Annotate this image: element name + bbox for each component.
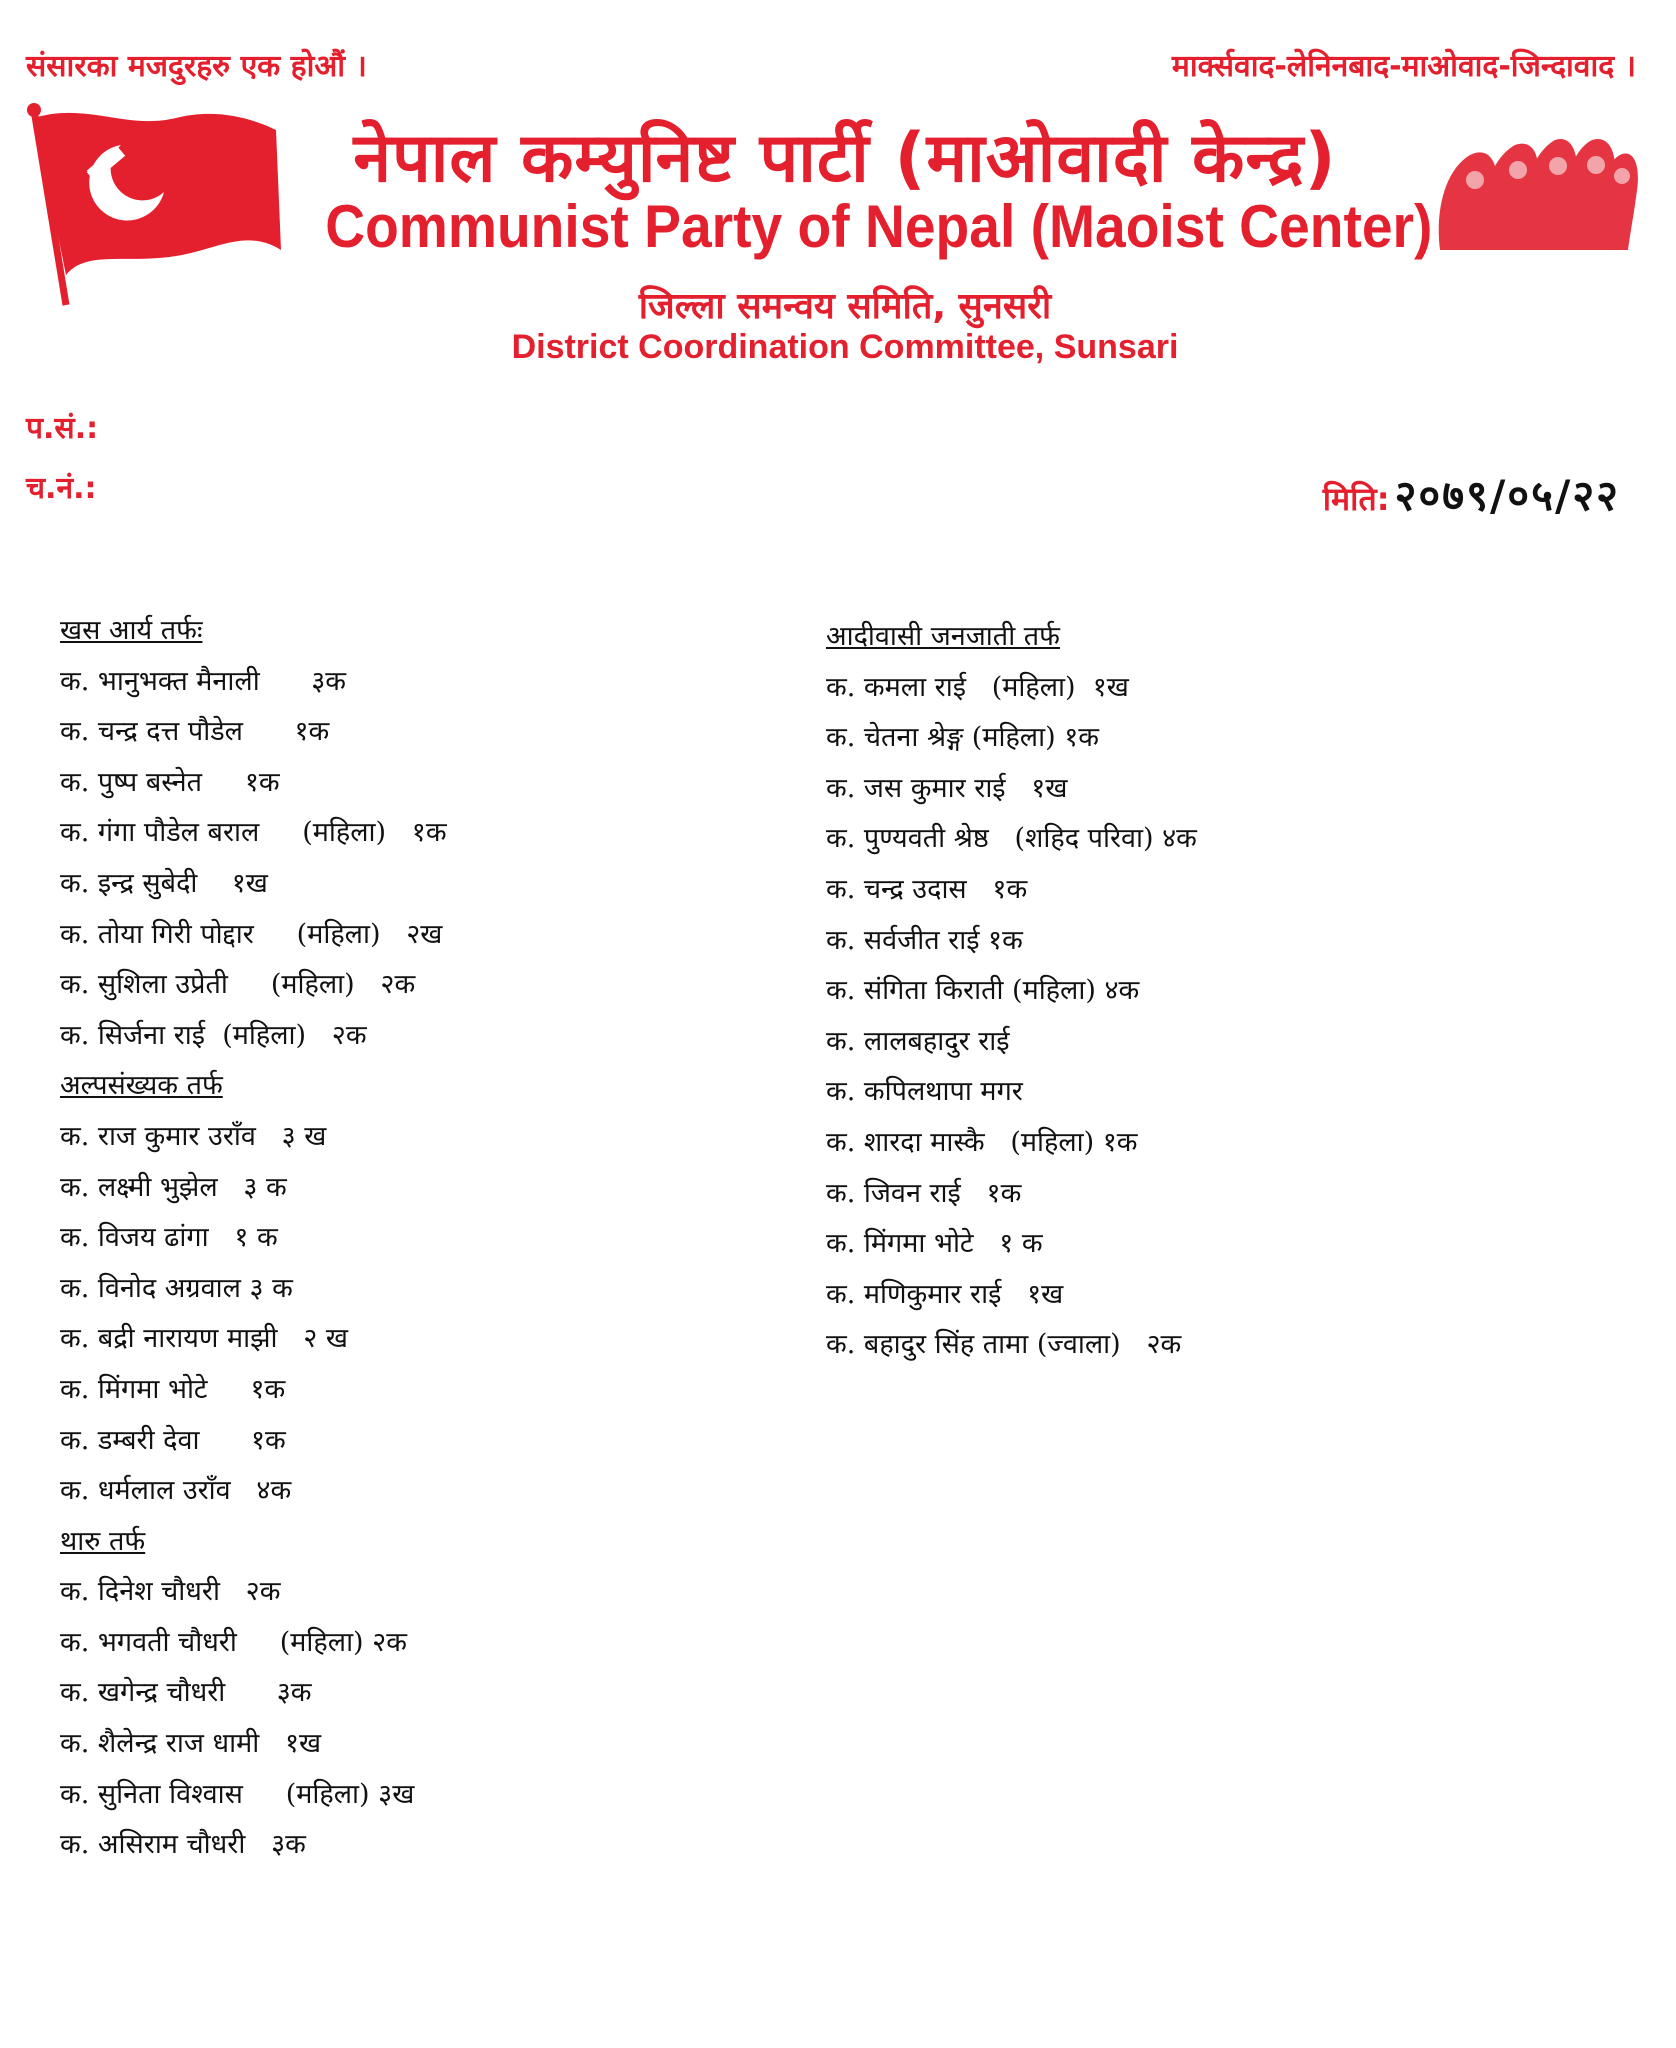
member-list-item: क. चेतना श्रेङ्ग (महिला) १क (826, 722, 1099, 754)
member-list-item: क. चन्द्र दत्त पौडेल १क (60, 716, 330, 748)
committee-nepali: जिल्ला समन्वय समिति, सुनसरी (638, 286, 1052, 327)
member-list-item: क. कपिलथापा मगर (826, 1076, 1023, 1108)
member-list-item: क. असिराम चौधरी ३क (60, 1829, 306, 1861)
slogan-right: मार्क्सवाद-लेनिनबाद-माओवाद-जिन्दावाद । (1171, 49, 1636, 84)
member-list-item: क. पुण्यवती श्रेष्ठ (शहिद परिवा) ४क (826, 823, 1197, 855)
member-list-item: क. राज कुमार उराँव ३ ख (60, 1120, 327, 1152)
member-list-item: क. जिवन राई १क (826, 1177, 1022, 1209)
member-list-item: क. तोया गिरी पोद्दार (महिला) २ख (60, 918, 443, 950)
member-list-item: क. विनोद अग्रवाल ३ क (60, 1272, 293, 1304)
member-list-item: क. मणिकुमार राई १ख (826, 1278, 1064, 1310)
party-name-english: Communist Party of Nepal (Maoist Center) (325, 193, 1433, 260)
slogan-left: संसारका मजदुरहरु एक होऔं । (26, 49, 367, 84)
member-list-item: क. लालबहादुर राई (826, 1025, 1010, 1057)
member-list-item: क. खगेन्द्र चौधरी ३क (60, 1677, 312, 1709)
member-list-item: क. बद्री नारायण माझी २ ख (60, 1323, 349, 1355)
member-list-item: क. संगिता किराती (महिला) ४क (826, 975, 1140, 1007)
right-member-list (826, 612, 1626, 1371)
party-name-nepali: नेपाल कम्युनिष्ट पार्टी (माओवादी केन्द्र) (353, 119, 1337, 198)
committee-english: District Coordination Committee, Sunsari (511, 328, 1179, 366)
member-list-item: क. सिर्जना राई (महिला) २क (60, 1019, 367, 1051)
member-list-item: क. कमला राई (महिला) १ख (826, 671, 1129, 703)
member-list-item: क. विजय ढांगा १ क (60, 1222, 278, 1254)
date-block (1323, 466, 1620, 523)
date-label: मिति: (1322, 480, 1390, 518)
member-list-item: क. शारदा मास्कै (महिला) १क (826, 1126, 1138, 1158)
member-list-item: क. धर्मलाल उराँव ४क (60, 1475, 292, 1507)
hammer-sickle-flag-icon (26, 100, 286, 310)
member-list-item: क. इन्द्र सुबेदी १ख (60, 867, 268, 899)
member-list-item: क. शैलेन्द्र राज धामी १ख (60, 1728, 322, 1760)
section-heading: थारु तर्फ (60, 1525, 146, 1557)
member-list-item: क. पुष्प बस्नेत १क (60, 766, 280, 798)
member-list-item: क. सुनिता विश्वास (महिला) ३ख (60, 1778, 415, 1810)
member-list-item: क. लक्ष्मी भुझेल ३ क (60, 1171, 287, 1203)
member-list-item: क. सर्वजीत राई १क (826, 924, 1023, 956)
member-list-item: क. भानुभक्त मैनाली ३क (60, 665, 346, 697)
member-list-item: क. दिनेश चौधरी २क (60, 1576, 281, 1608)
member-list-item: क. जस कुमार राई १ख (826, 772, 1068, 804)
member-list-item: क. भगवती चौधरी (महिला) २क (60, 1626, 407, 1658)
member-list-item: क. डम्बरी देवा १क (60, 1424, 286, 1456)
section-heading: आदीवासी जनजाती तर्फ (826, 621, 1060, 652)
section-heading: अल्पसंख्यक तर्फ (60, 1070, 223, 1102)
reference-number-label: प.सं.: (26, 411, 99, 446)
member-list-item: क. मिंगमा भोटे १ क (826, 1228, 1043, 1260)
section-heading: खस आर्य तर्फः (60, 615, 203, 646)
dispatch-number-label: च.नं.: (26, 471, 97, 506)
member-list-item: क. बहादुर सिंह तामा (ज्वाला) २क (826, 1329, 1182, 1361)
member-list-item: क. सुशिला उप्रेती (महिला) २क (60, 969, 416, 1001)
member-list-item: क. चन्द्र उदास १क (826, 873, 1028, 905)
date-value: २०७९/०५/२२ (1394, 471, 1620, 520)
member-list-item: क. मिंगमा भोटे १क (60, 1373, 286, 1405)
member-list-item: क. गंगा पौडेल बराल (महिला) १क (60, 817, 447, 849)
leaders-portraits-icon (1430, 110, 1640, 260)
left-member-list (60, 606, 800, 1871)
